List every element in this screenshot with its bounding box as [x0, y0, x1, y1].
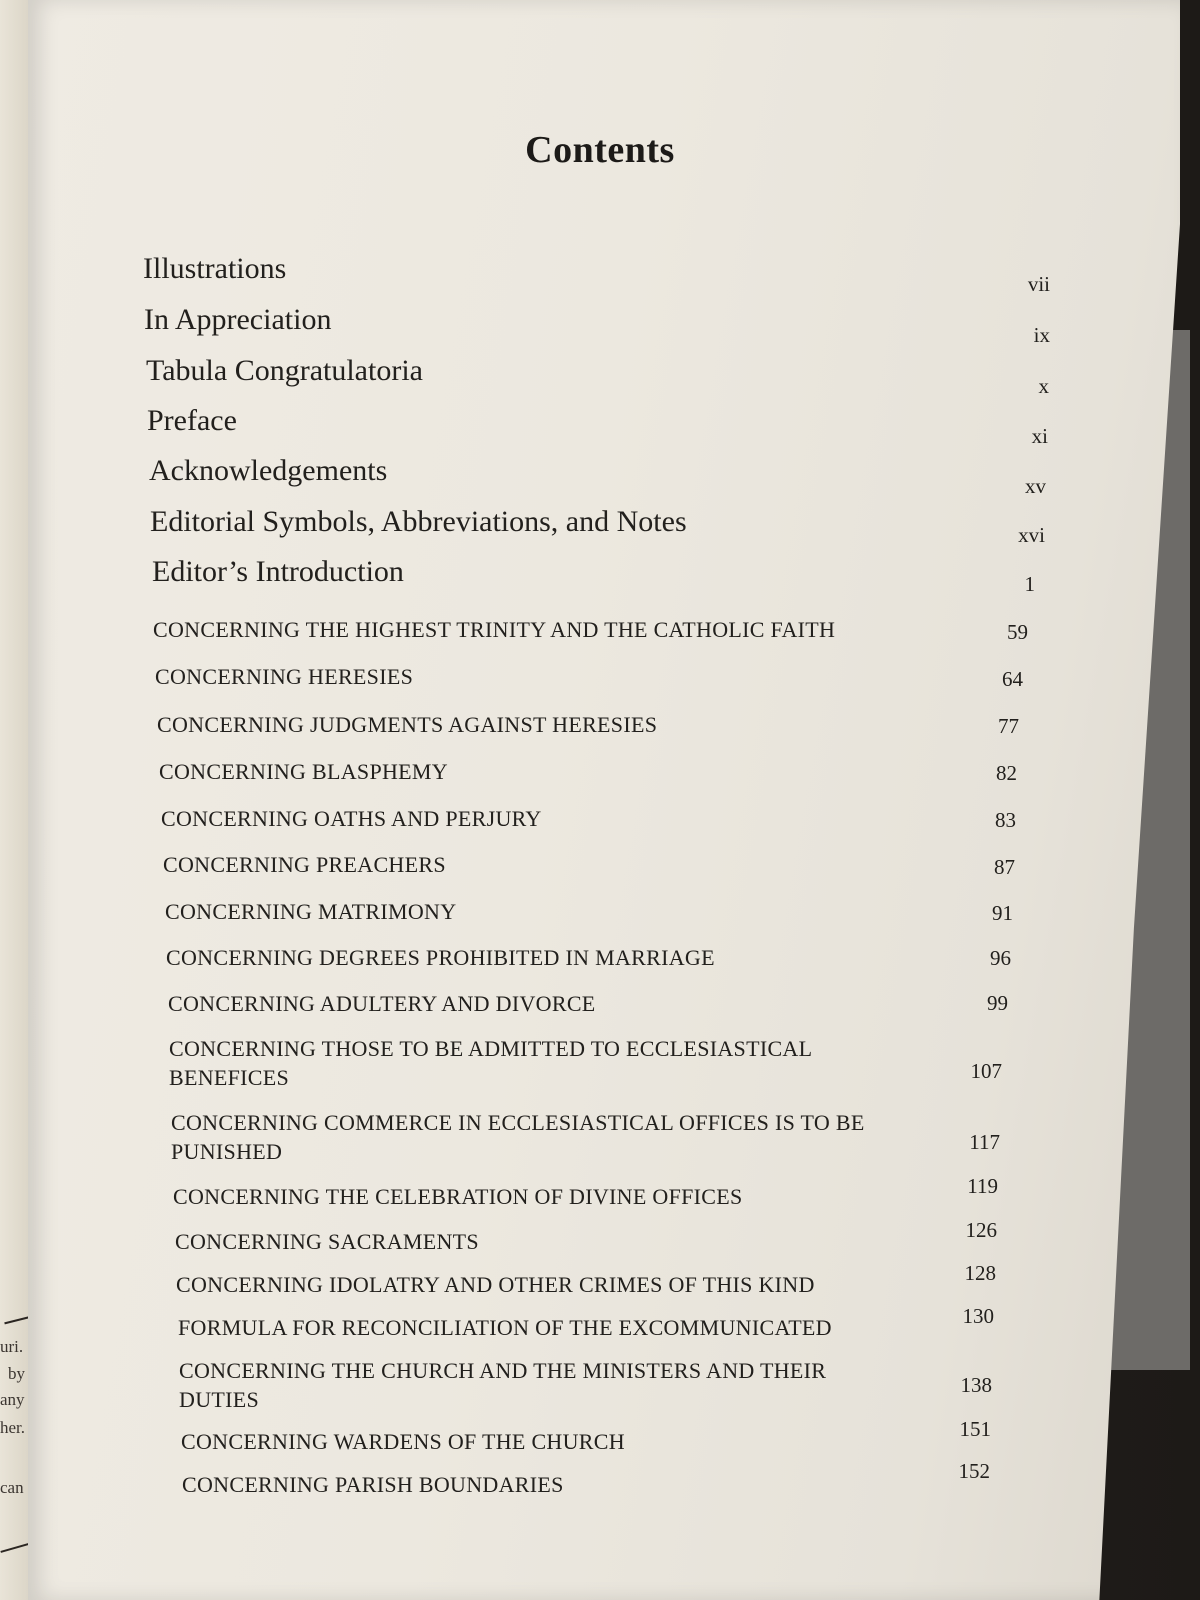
toc-chapter: [178, 1313, 832, 1342]
toc-page-number: 83: [995, 808, 1016, 832]
toc-page-number: 107: [970, 1059, 1002, 1083]
toc-page-number: x: [1038, 374, 1049, 398]
toc-page-number: 130: [962, 1304, 994, 1328]
toc-page-number: 99: [987, 991, 1008, 1015]
toc-page-number: 87: [994, 855, 1015, 879]
toc-chapter: [153, 615, 835, 644]
toc-chapter: [163, 850, 446, 879]
toc-page-number: 152: [958, 1459, 990, 1483]
toc-chapter: [182, 1470, 564, 1499]
toc-page-number: 1: [1024, 572, 1035, 596]
toc-page-number: 117: [969, 1130, 1000, 1154]
toc-chapter-line: CONCERNING WARDENS OF THE CHURCH: [181, 1429, 625, 1454]
toc-front-label: Illustrations: [143, 252, 287, 285]
toc-page-number: 59: [1007, 620, 1028, 644]
toc-chapter: [165, 897, 456, 926]
toc-chapter: [155, 662, 413, 691]
toc-chapter: [161, 804, 542, 833]
toc-chapter: [171, 1108, 865, 1166]
toc-chapter-line: CONCERNING ADULTERY AND DIVORCE: [168, 991, 596, 1016]
toc-page-number: 82: [996, 761, 1017, 785]
toc-page-number: 151: [959, 1417, 991, 1441]
facing-page-fragment: can: [0, 1478, 24, 1497]
toc-chapter-line: CONCERNING THE HIGHEST TRINITY AND THE CATHOLIC FAITH: [153, 617, 836, 642]
toc-page-number: 77: [998, 714, 1019, 738]
toc-chapter-line: CONCERNING IDOLATRY AND OTHER CRIMES OF THIS KIND: [176, 1272, 815, 1297]
toc-chapter-line: FORMULA FOR RECONCILIATION OF THE EXCOMMUNICATED: [178, 1315, 832, 1340]
toc-chapter: [173, 1182, 743, 1211]
toc-chapter-line: CONCERNING HERESIES: [155, 664, 414, 689]
toc-page-number: 64: [1002, 667, 1023, 691]
toc-chapter: [159, 757, 448, 786]
toc-chapter-line: CONCERNING JUDGMENTS AGAINST HERESIES: [157, 712, 658, 737]
facing-page-fragment: her.: [0, 1418, 26, 1437]
toc-chapter: [169, 1034, 812, 1092]
toc-front-label: Editorial Symbols, Abbreviations, and Notes: [150, 505, 687, 538]
toc-page-number: ix: [1033, 323, 1050, 347]
toc-chapter-line: CONCERNING BLASPHEMY: [159, 759, 448, 784]
facing-page-fragment: uri.: [0, 1337, 24, 1356]
toc-chapter: [176, 1270, 815, 1299]
toc-page-number: 119: [967, 1174, 998, 1198]
toc-page-number: xi: [1031, 424, 1048, 448]
toc-chapter-line: CONCERNING OATHS AND PERJURY: [161, 806, 542, 831]
toc-chapter-line: CONCERNING MATRIMONY: [165, 899, 457, 924]
toc-page-number: vii: [1027, 272, 1050, 296]
toc-chapter-line: CONCERNING THOSE TO BE ADMITTED TO ECCLESIASTICAL: [169, 1036, 813, 1061]
toc-chapter: [166, 943, 715, 972]
toc-chapter-line: CONCERNING COMMERCE IN ECCLESIASTICAL OFFICES IS TO BE: [171, 1110, 865, 1135]
page-title: Contents: [525, 129, 675, 171]
toc-page-number: 128: [964, 1261, 996, 1285]
toc-page-number: xvi: [1018, 523, 1045, 547]
toc-page-number: 126: [965, 1218, 997, 1242]
toc-page-number: xv: [1025, 474, 1046, 498]
toc-chapter-line: CONCERNING PARISH BOUNDARIES: [182, 1472, 564, 1497]
toc-front-label: In Appreciation: [144, 303, 332, 336]
toc-chapter-line: CONCERNING DEGREES PROHIBITED IN MARRIAGE: [166, 945, 715, 970]
facing-page-fragment: any: [0, 1390, 25, 1409]
toc-chapter: [179, 1356, 826, 1414]
toc-front-label: Preface: [147, 404, 237, 437]
toc-chapter: [168, 989, 596, 1018]
toc-front-label: Editor’s Introduction: [152, 555, 404, 588]
toc-chapter-line: CONCERNING PREACHERS: [163, 852, 446, 877]
toc-chapter: [181, 1427, 625, 1456]
toc-chapter-line: DUTIES: [179, 1387, 260, 1412]
toc-chapter-line: BENEFICES: [169, 1065, 290, 1090]
toc-chapter-line: CONCERNING THE CELEBRATION OF DIVINE OFFICES: [173, 1184, 743, 1209]
toc-chapter-line: CONCERNING SACRAMENTS: [175, 1229, 479, 1254]
facing-page-fragment: by: [8, 1364, 25, 1383]
toc-front-label: Acknowledgements: [149, 454, 388, 487]
toc-chapter-line: PUNISHED: [171, 1139, 283, 1164]
toc-chapter-line: CONCERNING THE CHURCH AND THE MINISTERS AND THEIR: [179, 1358, 827, 1383]
toc-page-number: 91: [992, 901, 1013, 925]
toc-chapter: [175, 1227, 479, 1256]
toc-front-label: Tabula Congratulatoria: [146, 354, 423, 387]
toc-page-number: 138: [960, 1373, 992, 1397]
toc-chapter: [157, 710, 657, 739]
toc-page-number: 96: [990, 946, 1011, 970]
